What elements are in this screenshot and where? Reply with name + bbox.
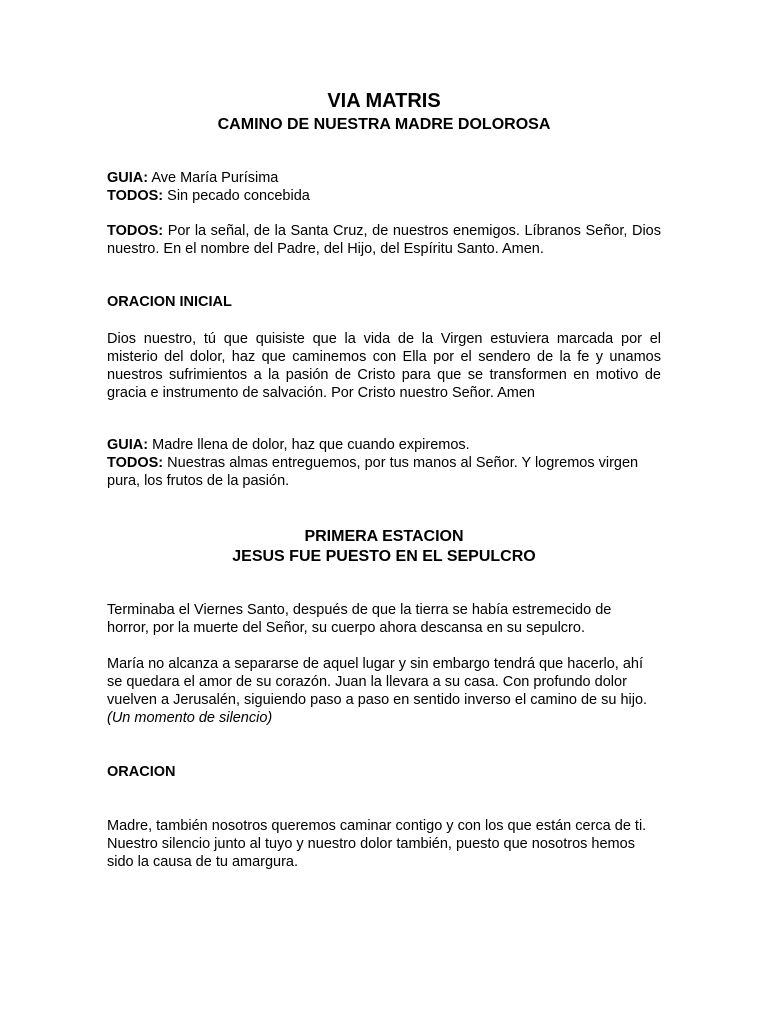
todos-label: TODOS:: [107, 188, 164, 204]
estacion-paragraph-2-text: María no alcanza a separarse de aquel lugar y sin embargo tendrá que hacerlo, ahí se quedara el amor de su corazón. Juan la llevara a su casa. Con profundo dolor vuelven a Jerusalén, siguiendo paso a paso en sentido inverso el camino de su hijo.: [107, 656, 648, 708]
guia-line: [107, 169, 278, 187]
response-todos-text: [107, 454, 661, 490]
response-guia-line: [107, 436, 470, 454]
oracion-inicial-heading: ORACION INICIAL: [107, 294, 232, 310]
oracion-inicial-text: Dios nuestro, tú que quisiste que la vida de la Virgen estuviera marcada por el misterio del dolor, haz que caminemos con Ella por el sendero de la fe y unamos nuestros sufrimientos a la pasión de Cristo para que se transformen en motivo de gracia e instrumento de salvación. Por Cristo nuestro Señor. Amen: [107, 331, 661, 401]
todos-text: Nuestras almas entreguemos, por tus manos al Señor. Y logremos virgen pura, los frutos de la pasión.: [107, 455, 639, 489]
guia-text: Ave María Purísima: [148, 170, 279, 186]
oracion-text: Madre, también nosotros queremos caminar contigo y con los que están cerca de ti. Nuestro silencio junto al tuyo y nuestro dolor también, puesto que nosotros hemos sido la causa de tu amargura.: [107, 818, 647, 870]
document-title: VIA MATRIS: [327, 90, 441, 112]
todos-label: TODOS:: [107, 455, 164, 471]
estacion-subtitle: JESUS FUE PUESTO EN EL SEPULCRO: [232, 548, 536, 565]
todos-text: Sin pecado concebida: [163, 188, 310, 204]
oracion-heading: ORACION: [107, 764, 176, 780]
guia-text: Madre llena de dolor, haz que cuando expiremos.: [148, 437, 470, 453]
document-subtitle: CAMINO DE NUESTRA MADRE DOLOROSA: [217, 116, 551, 133]
estacion-paragraph-2: [107, 655, 655, 727]
estacion-title: PRIMERA ESTACION: [304, 528, 464, 545]
todos-sign-text: Por la señal, de la Santa Cruz, de nuestros enemigos. Líbranos Señor, Dios nuestro. En el nombre del Padre, del Hijo, del Espíritu Santo. Amen.: [107, 223, 661, 257]
todos-sign-of-cross: [107, 222, 661, 258]
todos-label: TODOS:: [107, 223, 164, 239]
guia-label: GUIA:: [107, 170, 149, 186]
silence-note: (Un momento de silencio): [107, 710, 273, 726]
estacion-paragraph-1: Terminaba el Viernes Santo, después de que la tierra se había estremecido de horror, por la muerte del Señor, su cuerpo ahora descansa en su sepulcro.: [107, 602, 612, 636]
todos-line: [107, 187, 310, 205]
guia-label: GUIA:: [107, 437, 149, 453]
